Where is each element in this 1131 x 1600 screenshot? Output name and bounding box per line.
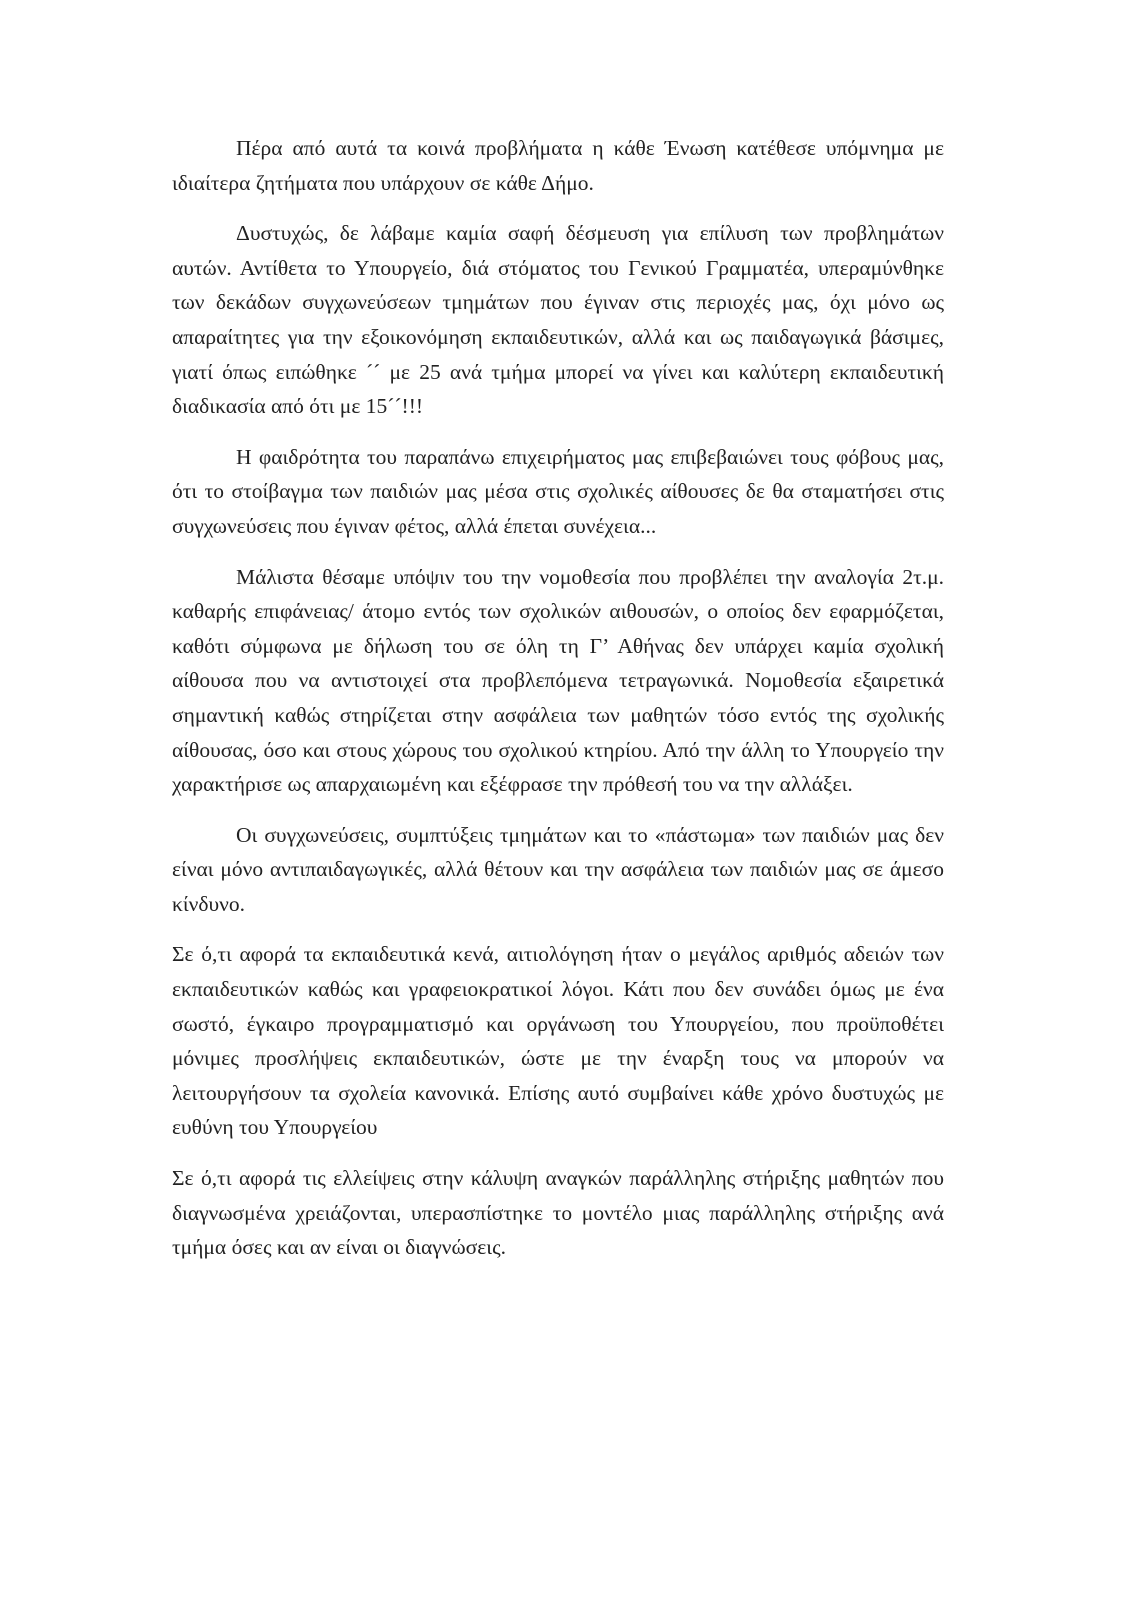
- paragraph-mergers-safety: Οι συγχωνεύσεις, συμπτύξεις τμημάτων και το «πάστωμα» των παιδιών μας δεν είναι μόνο αντιπαιδαγωγικές, αλλά θέτουν και την ασφάλεια των παιδιών μας σε άμεσο κίνδυνο.: [172, 822, 944, 916]
- paragraph-teacher-gaps: Σε ό,τι αφορά τα εκπαιδευτικά κενά, αιτιολόγηση ήταν ο μεγάλος αριθμός αδειών των εκπαιδευτικών καθώς και γραφειοκρατικοί λόγοι. Κάτι που δεν συνάδει όμως με ένα σωστό, έγκαιρο προγραμματισμό και οργάνωση του Υπουργείου, που προϋποθέτει μόνιμες προσλήψεις εκπαιδευτικών, ώστε με την έναρξη τους να μπορούν να λειτουργήσουν τα σχολεία κανονικά. Επίσης αυτό συμβαίνει κάθε χρόνο δυστυχώς με ευθύνη του Υπουργείου: [172, 942, 944, 1140]
- paragraph-legislation: Μάλιστα θέσαμε υπόψιν του την νομοθεσία που προβλέπει την αναλογία 2τ.μ. καθαρής επιφάνειας/ άτομο εντός των σχολικών αιθουσών, ο οποίος δεν εφαρμόζεται, καθότι σύμφωνα με δήλωση του σε όλη τη Γ’ Αθήνας δεν υπάρχει καμία σχολική αίθουσα που να αντιστοιχεί στα προβλεπόμενα τετραγωνικά. Νομοθεσία εξαιρετικά σημαντική καθώς στηρίζεται στην ασφάλεια των μαθητών τόσο εντός της σχολικής αίθουσας, όσο και στους χώρους του σχολικού κτηρίου. Από την άλλη το Υπουργείο την χαρακτήρισε ως απαρχαιωμένη και εξέφρασε την πρόθεσή του να την αλλάξει.: [172, 564, 944, 797]
- paragraph-parallel-support: Σε ό,τι αφορά τις ελλείψεις στην κάλυψη αναγκών παράλληλης στήριξης μαθητών που διαγνωσμένα χρειάζονται, υπερασπίστηκε το μοντέλο μιας παράλληλης στήριξης ανά τμήμα όσες και αν είναι οι διαγνώσεις.: [172, 1166, 944, 1260]
- paragraph-no-commitment: Δυστυχώς, δε λάβαμε καμία σαφή δέσμευση για επίλυση των προβλημάτων αυτών. Αντίθετα το Υπουργείο, διά στόματος του Γενικού Γραμματέα, υπεραμύνθηκε των δεκάδων συγχωνεύσεων τμημάτων που έγιναν στις περιοχές μας, όχι μόνο ως απαραίτητες για την εξοικονόμηση εκπαιδευτικών, αλλά και ως παιδαγωγικά βάσιμες, γιατί όπως ειπώθηκε ´´ με 25 ανά τμήμα μπορεί να γίνει και καλύτερη εκπαιδευτική διαδικασία από ότι με 15´´!!!: [172, 221, 944, 419]
- paragraph-union-memoranda: Πέρα από αυτά τα κοινά προβλήματα η κάθε Ένωση κατέθεσε υπόμνημα με ιδιαίτερα ζητήματα που υπάρχουν σε κάθε Δήμο.: [172, 136, 944, 195]
- document-body: [172, 131, 944, 1281]
- paragraph-overcrowding-fears: Η φαιδρότητα του παραπάνω επιχειρήματος μας επιβεβαιώνει τους φόβους μας, ότι το στοίβαγμα των παιδιών μας μέσα στις σχολικές αίθουσες δε θα σταματήσει στις συγχωνεύσεις που έγιναν φέτος, αλλά έπεται συνέχεια...: [172, 444, 944, 538]
